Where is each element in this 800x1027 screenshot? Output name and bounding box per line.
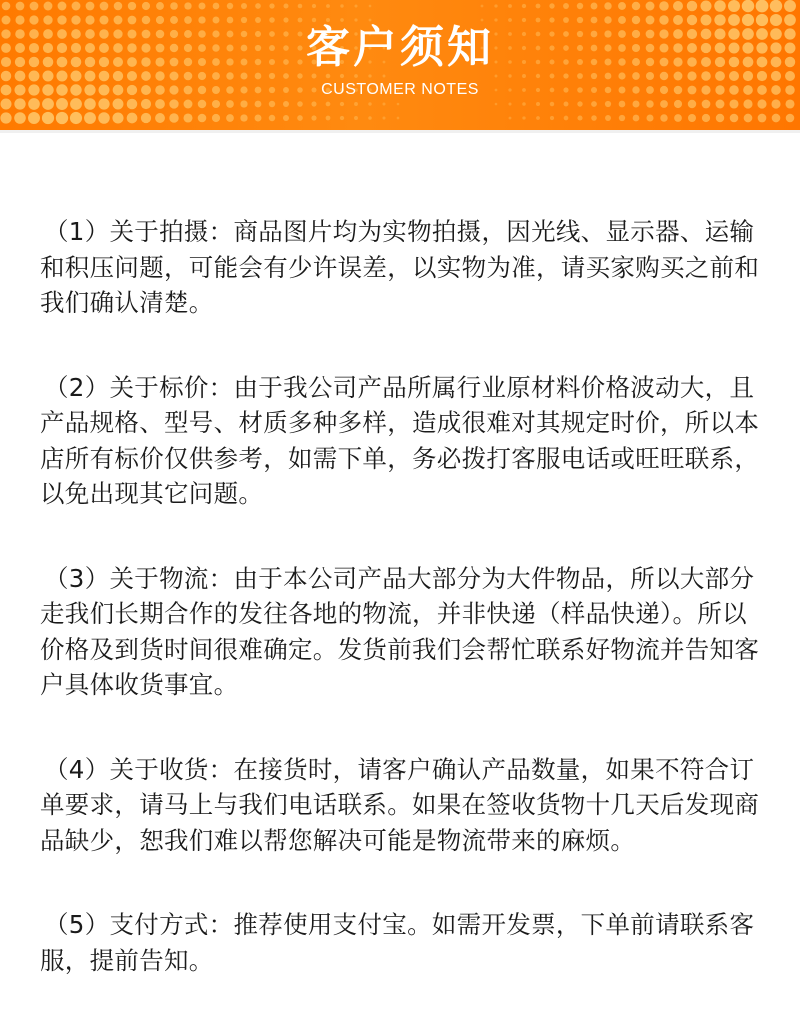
page-subtitle: CUSTOMER NOTES [321,81,479,98]
note-item: （1）关于拍摄：商品图片均为实物拍摄，因光线、显示器、运输和积压问题，可能会有少许误差，以实物为准，请买家购买之前和我们确认清楚。 [40,217,760,317]
divider [0,130,800,133]
page-title: 客户须知 [306,22,494,73]
note-item: （5）支付方式：推荐使用支付宝。如需开发票，下单前请联系客服，提前告知。 [40,910,755,975]
note-item: （3）关于物流：由于本公司产品大部分为大件物品，所以大部分走我们长期合作的发往各地的物流，并非快递（样品快递）。所以价格及到货时间很难确定。发货前我们会帮忙联系好物流并告知客户具体收货事宜。 [40,563,760,699]
note-item: （2）关于标价：由于我公司产品所属行业原材料价格波动大，且产品规格、型号、材质多种多样，造成很难对其规定时价，所以本店所有标价仅供参考，如需下单，务必拨打客服电话或旺旺联系，以免出现其它问题。 [40,372,760,508]
notes-list [40,214,768,1027]
header-banner [0,0,800,130]
note-item: （4）关于收货：在接货时，请客户确认产品数量，如果不符合订单要求，请马上与我们电话联系。如果在签收货物十几天后发现商品缺少，恕我们难以帮您解决可能是物流带来的麻烦。 [40,754,760,855]
